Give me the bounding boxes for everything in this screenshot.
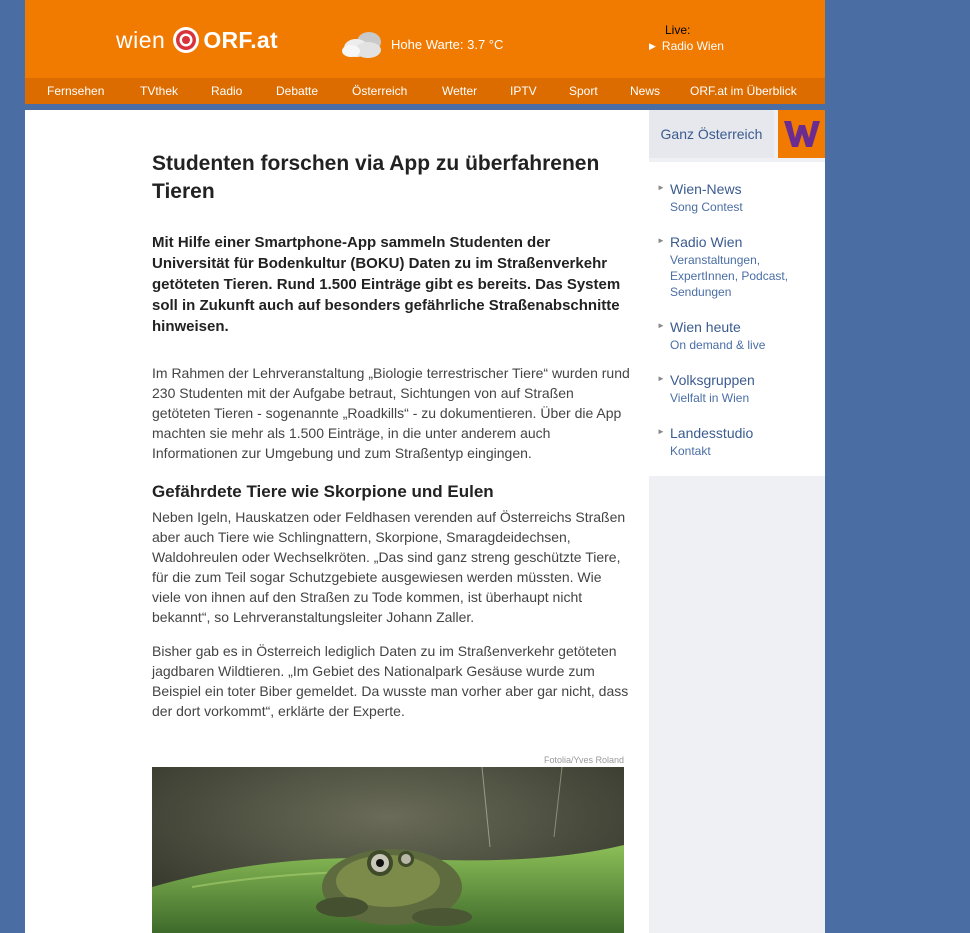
sidebar-item-title[interactable]: Volksgruppen [670, 372, 755, 388]
photo-credit: Fotolia/Yves Roland [543, 755, 624, 765]
page [25, 0, 825, 933]
cloud-icon [341, 28, 385, 60]
article-photo-frog[interactable] [152, 767, 624, 933]
sidebar-item-sub[interactable]: Kontakt [670, 444, 711, 458]
logo-wien-text: wien [116, 26, 166, 53]
sidebar-item-sub[interactable]: On demand & live [670, 338, 766, 352]
bullet-icon: ► [657, 427, 665, 436]
bullet-icon: ► [657, 236, 665, 245]
orf-eye-icon [171, 25, 201, 55]
sidebar [649, 110, 825, 933]
live-radio[interactable] [649, 22, 724, 54]
weather-text: Hohe Warte: 3.7 °C [391, 36, 504, 52]
play-icon: ▶ [649, 41, 656, 51]
sidebar-item-sub[interactable]: Veranstaltungen, ExpertInnen, Podcast, Sendungen [670, 253, 789, 299]
header-bar [25, 0, 825, 78]
logo-orf-text: ORF.at [203, 26, 278, 53]
sidebar-item-title[interactable]: Wien-News [670, 181, 742, 197]
live-stream-link[interactable]: Radio Wien [661, 39, 724, 53]
sidebar-item-title[interactable]: Wien heute [670, 319, 741, 335]
nav-item-oesterreich[interactable]: Österreich [352, 84, 408, 98]
main-nav [25, 78, 825, 104]
nav-item-tvthek[interactable]: TVthek [140, 84, 179, 98]
sidebar-item-title[interactable]: Landesstudio [670, 425, 754, 441]
nav-item-iptv[interactable]: IPTV [510, 84, 537, 98]
wien-w-logo-icon [783, 119, 821, 149]
nav-item-wetter[interactable]: Wetter [442, 84, 478, 98]
nav-item-fernsehen[interactable]: Fernsehen [47, 84, 105, 98]
sidebar-item-sub[interactable]: Song Contest [670, 200, 743, 214]
bullet-icon: ► [657, 321, 665, 330]
frog-image [152, 767, 624, 933]
wien-logo[interactable] [778, 110, 825, 158]
article-paragraph-3: Bisher gab es in Österreich lediglich Daten zu im Straßenverkehr getöteten jagdbaren Wildtieren. „Im Gebiet des Nationalpark Gesäuse wurde zum Beispiel ein toter Biber gemeldet. Da wusste man vorher aber gar nicht, dass der dort vorkommt“, erklärte der Experte. [152, 643, 629, 719]
bullet-icon: ► [657, 374, 665, 383]
nav-item-radio[interactable]: Radio [211, 84, 243, 98]
article-lead: Mit Hilfe einer Smartphone-App sammeln Studenten der Universität für Bodenkultur (BOKU) Daten zu im Straßenverkehr getöteten Tieren. Rund 1.500 Einträge gibt es bereits. Das System soll in Zukunft auch auf besonders gefährliche Straßenabschnitte hinweisen. [152, 234, 621, 335]
weather-widget[interactable] [341, 28, 503, 60]
orf-wien-logo[interactable] [116, 22, 278, 58]
article [152, 150, 630, 735]
ganz-oesterreich-link[interactable]: Ganz Österreich [649, 110, 774, 158]
live-label: Live: [665, 23, 691, 37]
article-paragraph-2: Neben Igeln, Hauskatzen oder Feldhasen verenden auf Österreichs Straßen aber auch Tiere wie Schlingnattern, Skorpione, Smaragdeidechsen, Waldohreulen oder Wechselkröten. „Das sind ganz streng geschützte Tiere, für die zum Teil sogar Schutzgebiete ausgewiesen werden müssten. Wie viele von ihnen auf den Straßen zu Tode kommen, ist überhaupt nicht bekannt“, so Lehrveranstaltungsleiter Johann Zaller. [152, 509, 626, 625]
article-title: Studenten forschen via App zu überfahrenen Tieren [152, 152, 600, 203]
nav-item-debatte[interactable]: Debatte [276, 84, 319, 98]
sidebar-item-title[interactable]: Radio Wien [670, 234, 743, 250]
nav-item-sport[interactable]: Sport [569, 84, 598, 98]
sidebar-item-sub[interactable]: Vielfalt in Wien [670, 391, 750, 405]
article-paragraph-1: Im Rahmen der Lehrveranstaltung „Biologie terrestrischer Tiere“ wurden rund 230 Studenten mit der Aufgabe betraut, Sichtungen von auf Straßen getöteten Tieren - sogenannte „Roadkills“ - zu dokumentieren. Über die App machten sie mehr als 1.500 Einträge, in die unter anderem auch Informationen zur Umgebung und zum Straßentyp eingingen. [152, 365, 630, 461]
article-subheading: Gefährdete Tiere wie Skorpione und Eulen [152, 482, 494, 501]
nav-item-ueberblick[interactable]: ORF.at im Überblick [690, 84, 797, 98]
sidebar-nav [649, 162, 825, 476]
nav-item-news[interactable]: News [630, 84, 661, 98]
bullet-icon: ► [657, 183, 665, 192]
